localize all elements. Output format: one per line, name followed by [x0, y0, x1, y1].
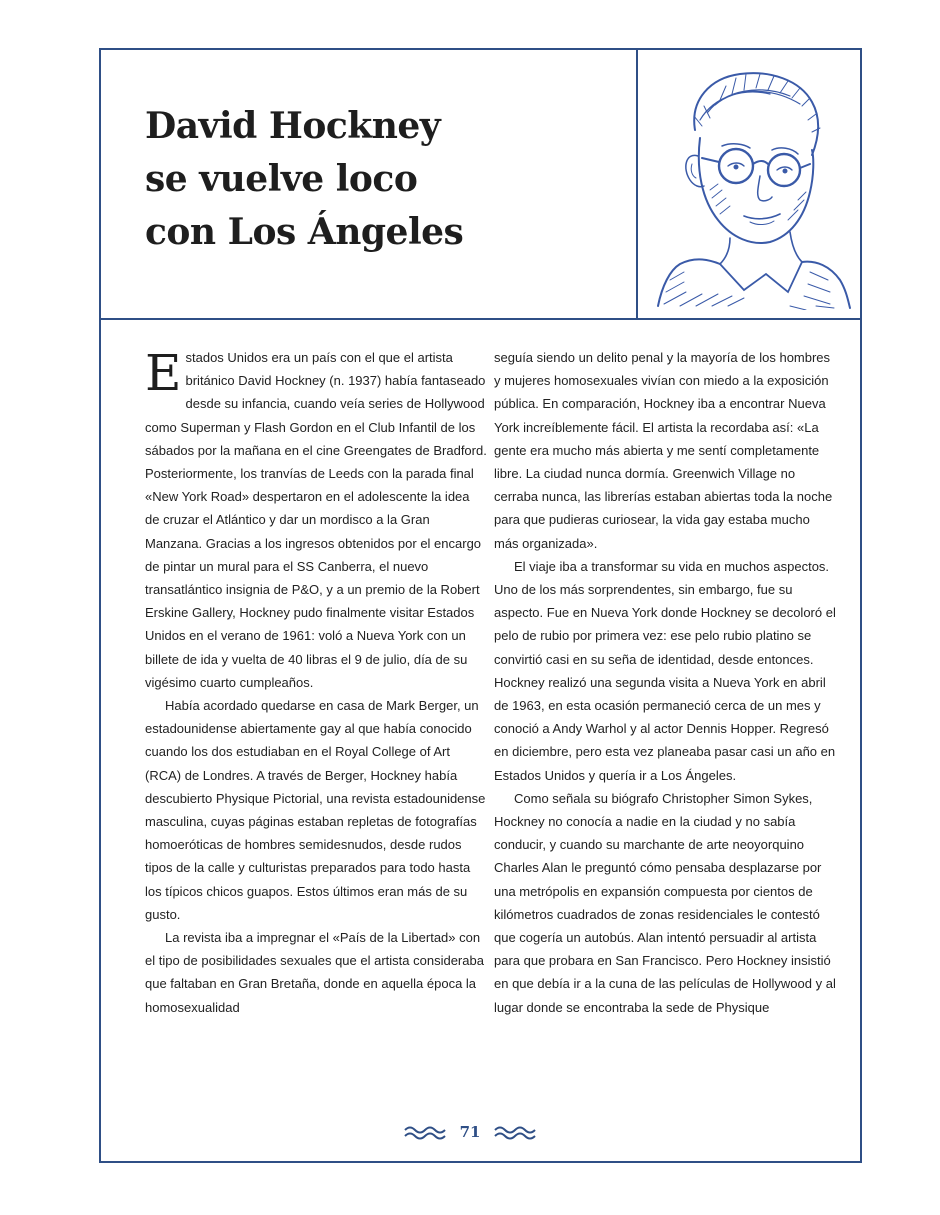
article-column-right — [494, 346, 836, 1019]
paragraph-5: El viaje iba a transformar su vida en muchos aspectos. Uno de los más sorprendentes, sin embargo, fue su aspecto. Fue en Nueva York donde Hockney se decoloró el pelo de rubio por primera vez: ese pelo rubio platino se convirtió casi en su seña de identidad, desde entonces. Hockney realizó una segunda visita a Nueva York en abril de 1963, en esta ocasión permaneció cerca de un mes y conoció a Andy Warhol y al actor Dennis Hopper. Regresó en diciembre, pero esta vez planeaba pasar casi un año en Estados Unidos y quería ir a Los Ángeles. — [494, 558, 836, 783]
title-line-2: se vuelve loco — [145, 158, 418, 200]
paragraph-2: Había acordado quedarse en casa de Mark Berger, un estadounidense abiertamente gay al que había conocido cuando los dos estudiaban en el Royal College of Art (RCA) de Londres. A través de Berger, Hockney había descubierto Physique Pictorial, una revista estadounidense masculina, cuyas páginas estaban repletas de fotografías homoeróticas de hombres semidesnudos, desde rudos tipos de la calle y culturistas preparados para todo hasta los típicos chicos guapos. Estos últimos eran más de su gusto. — [145, 698, 486, 922]
wave-ornament-left-icon — [404, 1124, 446, 1140]
page-number: 71 — [459, 1123, 481, 1141]
paragraph-6: Como señala su biógrafo Christopher Simon Sykes, Hockney no conocía a nadie en la ciudad y no sabía conducir, y cuando su marchante de arte neoyorquino Charles Alan le preguntó cómo pensaba desplazarse por una metrópolis en expansión compuesta por cientos de kilómetros cuadrados de zonas residenciales le contestó que cogería un autobús. Alan intentó persuadir al artista para que probara en San Francisco. Pero Hockney insistió en que debía ir a la cuna de las películas de Hollywood y al lugar donde se encontraba la sede de Physique — [494, 790, 836, 1015]
paragraph-3: La revista iba a impregnar el «País de la Libertad» con el tipo de posibilidades sexuales que el artista consideraba que faltaban en Gran Bretaña, donde en aquella época la homosexualidad — [145, 930, 484, 1015]
title-line-3: con Los Ángeles — [145, 211, 464, 253]
paragraph-4: seguía siendo un delito penal y la mayoría de los hombres y mujeres homosexuales vivían con miedo a la exposición pública. En comparación, Hockney iba a encontrar Nueva York increíblemente fácil. El artista la recordaba así: «La gente era mucho más abierta y me sentí completamente libre. La ciudad nunca dormía. Greenwich Village no cerraba nunca, las librerías estaban abiertas toda la noche para que pudieras curiosear, la vida gay estaba mucho más organizada». — [494, 350, 833, 551]
page-footer — [0, 1122, 940, 1141]
article-title — [145, 100, 615, 259]
article-column-left — [145, 346, 487, 1019]
paragraph-1 — [145, 346, 487, 694]
title-line-1: David Hockney — [145, 105, 441, 147]
paragraph-1-text: stados Unidos era un país con el que el artista británico David Hockney (n. 1937) había fantaseado desde su infancia, cuando veía series de Hollywood como Superman y Flash Gordon en el Club Infantil de los sábados por la mañana en el cine Greengates de Bradford. Posteriormente, los tranvías de Leeds con la parada final «New York Road» despertaron en el adolescente la idea de cruzar el Atlántico y dar un mordisco a la Gran Manzana. Gracias a los ingresos obtenidos por el encargo de pintar un mural para el SS Canberra, el nuevo transatlántico insignia de P&O, y a un premio de la Robert Erskine Gallery, Hockney pudo finalmente visitar Estados Unidos en el verano de 1961: voló a Nueva York con un billete de ida y vuelta de 40 libras el 9 de julio, día de su vigésimo cuarto cumpleaños. — [145, 350, 487, 690]
wave-ornament-right-icon — [494, 1124, 536, 1140]
drop-cap: E — [145, 344, 182, 402]
portrait-illustration — [640, 60, 855, 310]
header-divider — [99, 318, 862, 320]
header-vertical-divider — [636, 48, 638, 319]
